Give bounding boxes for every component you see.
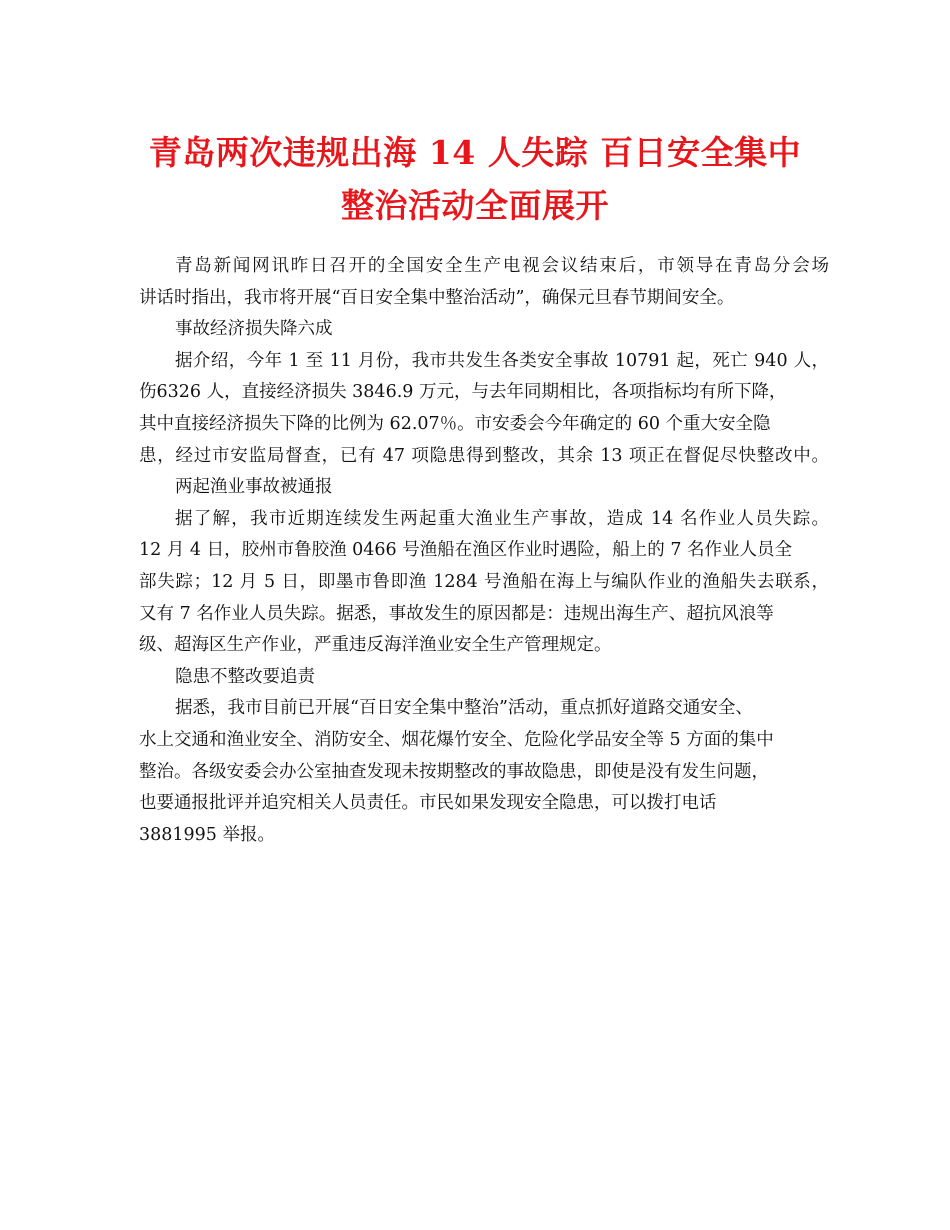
- paragraph-stats-line-4: 患，经过市安监局督查，已有 47 项隐患得到整改，其余 13 项正在督促尽快整改中。: [139, 445, 829, 466]
- paragraph-fishery-line-5: 级、超海区生产作业，严重违反海洋渔业安全生产管理规定。: [139, 635, 612, 656]
- paragraph-stats-line-2: 伤6326 人，直接经济损失 3846.9 万元，与去年同期相比，各项指标均有所下降，: [139, 382, 787, 403]
- paragraph-intro-line-1: 青岛新闻网讯昨日召开的全国安全生产电视会议结束后，市领导在青岛分会场: [175, 256, 829, 276]
- paragraph-stats-line-1: 据介绍，今年 1 至 11 月份，我市共发生各类安全事故 10791 起，死亡 940 人，: [175, 350, 829, 371]
- article-body: [139, 251, 829, 851]
- paragraph-stats-line-3: 其中直接经济损失下降的比例为 62.07％。市安委会今年确定的 60 个重大安全隐: [139, 413, 771, 434]
- paragraph-campaign-line-1: 据悉，我市目前已开展“百日安全集中整治”活动，重点抓好道路交通安全、: [175, 698, 753, 719]
- title-line-2: 整治活动全面展开: [341, 186, 609, 225]
- document-title: [100, 126, 850, 232]
- paragraph-fishery-line-1: 据了解，我市近期连续发生两起重大渔业生产事故，造成 14 名作业人员失踪。: [175, 508, 829, 529]
- paragraph-fishery-line-2: 12 月 4 日，胶州市鲁胶渔 0466 号渔船在渔区作业时遇险，船上的 7 名作业人员全: [139, 540, 793, 561]
- paragraph-campaign-line-2: 水上交通和渔业安全、消防安全、烟花爆竹安全、危险化学品安全等 5 方面的集中: [139, 729, 774, 750]
- paragraph-fishery-line-3: 部失踪；12 月 5 日，即墨市鲁即渔 1284 号渔船在海上与编队作业的渔船失去联系，: [139, 571, 829, 592]
- section-heading-fishery-accidents: 两起渔业事故被通报: [175, 477, 333, 498]
- section-heading-accountability: 隐患不整改要追责: [175, 666, 315, 687]
- section-heading-economic-loss: 事故经济损失降六成: [175, 319, 333, 340]
- paragraph-campaign-line-5: 3881995 举报。: [139, 824, 276, 845]
- paragraph-campaign-line-3: 整治。各级安委会办公室抽查发现未按期整改的事故隐患，即使是没有发生问题，: [139, 761, 769, 782]
- paragraph-campaign-line-4: 也要通报批评并追究相关人员责任。市民如果发现安全隐患，可以拨打电话: [139, 793, 717, 814]
- paragraph-intro-line-2: 讲话时指出，我市将开展“百日安全集中整治活动”，确保元旦春节期间安全。: [139, 287, 735, 308]
- paragraph-fishery-line-4: 又有 7 名作业人员失踪。据悉，事故发生的原因都是：违规出海生产、超抗风浪等: [139, 603, 774, 624]
- title-line-1: 青岛两次违规出海 14 人失踪 百日安全集中: [148, 133, 802, 172]
